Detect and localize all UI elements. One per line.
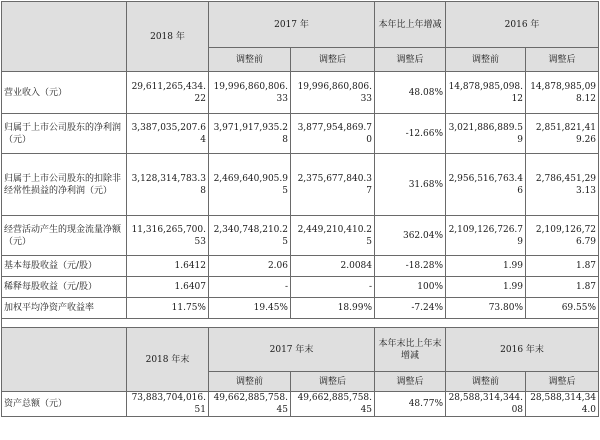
value-change: 362.04%	[375, 216, 446, 256]
header-2017: 2017 年	[209, 2, 375, 48]
spacer-row	[2, 319, 599, 328]
value-2016-after: 1.87	[526, 277, 599, 298]
value-2016-after: 28,588,314,344.0	[526, 392, 599, 417]
value-change: -12.66%	[375, 114, 446, 154]
table-row	[2, 72, 599, 114]
value-2017-before: 2.06	[209, 256, 291, 277]
value-2017-after: 2,375,677,840.37	[291, 154, 375, 216]
value-2017-before: 3,971,917,935.28	[209, 114, 291, 154]
row-label: 经营活动产生的现金流量净额（元）	[2, 216, 127, 256]
value-2017-after: 2,449,210,410.25	[291, 216, 375, 256]
table-row	[2, 216, 599, 256]
value-change: -18.28%	[375, 256, 446, 277]
table-row	[2, 114, 599, 154]
value-2018: 1.6407	[127, 277, 209, 298]
value-2016-before: 28,588,314,344.08	[446, 392, 526, 417]
header-2017-end: 2017 年末	[209, 328, 375, 372]
value-2016-before: 3,021,886,889.59	[446, 114, 526, 154]
row-label: 资产总额（元）	[2, 392, 127, 417]
value-2018: 11.75%	[127, 298, 209, 319]
header-2016-end: 2016 年末	[446, 328, 599, 372]
table-row	[2, 277, 599, 298]
table-row	[2, 154, 599, 216]
header-2017-end-after: 调整后	[291, 372, 375, 392]
value-2016-before: 2,109,126,726.79	[446, 216, 526, 256]
value-2016-before: 2,956,516,763.46	[446, 154, 526, 216]
header-2016-end-before: 调整前	[446, 372, 526, 392]
header-2018-end: 2018 年末	[127, 328, 209, 392]
value-change: 48.08%	[375, 72, 446, 114]
value-2016-before: 73.80%	[446, 298, 526, 319]
header-blank-cell	[2, 328, 127, 392]
value-2018: 29,611,265,434.22	[127, 72, 209, 114]
value-2016-after: 69.55%	[526, 298, 599, 319]
value-2016-after: 2,786,451,293.13	[526, 154, 599, 216]
row-label: 稀释每股收益（元/股）	[2, 277, 127, 298]
value-2018: 3,128,314,783.38	[127, 154, 209, 216]
value-2016-after: 1.87	[526, 256, 599, 277]
value-2016-after: 14,878,985,098.12	[526, 72, 599, 114]
header-change-end: 本年末比上年末增减	[375, 328, 446, 372]
header-2017-after: 调整后	[291, 48, 375, 72]
header-2017-before: 调整前	[209, 48, 291, 72]
value-2016-before: 1.99	[446, 256, 526, 277]
row-label: 归属于上市公司股东的扣除非经常性损益的净利润（元）	[2, 154, 127, 216]
value-2017-after: 3,877,954,869.70	[291, 114, 375, 154]
header-2017-end-before: 调整前	[209, 372, 291, 392]
value-2017-before: -	[209, 277, 291, 298]
value-change: 100%	[375, 277, 446, 298]
value-2017-after: 2.0084	[291, 256, 375, 277]
header-row-years	[2, 2, 599, 48]
header-2018: 2018 年	[127, 2, 209, 72]
row-label: 归属于上市公司股东的净利润（元）	[2, 114, 127, 154]
value-2017-before: 2,340,748,210.25	[209, 216, 291, 256]
value-2018: 3,387,035,207.64	[127, 114, 209, 154]
value-2016-after: 2,109,126,726.79	[526, 216, 599, 256]
value-2016-after: 2,851,821,419.26	[526, 114, 599, 154]
value-change: 31.68%	[375, 154, 446, 216]
table-row	[2, 256, 599, 277]
value-2017-after: -	[291, 277, 375, 298]
header-change: 本年比上年增减	[375, 2, 446, 48]
value-2017-before: 19.45%	[209, 298, 291, 319]
value-2018: 1.6412	[127, 256, 209, 277]
value-change: -7.24%	[375, 298, 446, 319]
row-label: 基本每股收益（元/股）	[2, 256, 127, 277]
value-2017-before: 2,469,640,905.95	[209, 154, 291, 216]
header-change-after: 调整后	[375, 48, 446, 72]
header-row-year-ends	[2, 328, 599, 372]
table-row	[2, 298, 599, 319]
header-2016: 2016 年	[446, 2, 599, 48]
header-change-end-after: 调整后	[375, 372, 446, 392]
table-row	[2, 392, 599, 417]
value-2017-after: 19,996,860,806.33	[291, 72, 375, 114]
value-2018: 11,316,265,700.53	[127, 216, 209, 256]
value-2017-before: 49,662,885,758.45	[209, 392, 291, 417]
value-2017-after: 18.99%	[291, 298, 375, 319]
row-label: 营业收入（元）	[2, 72, 127, 114]
header-2016-end-after: 调整后	[526, 372, 599, 392]
value-2016-before: 14,878,985,098.12	[446, 72, 526, 114]
value-2017-before: 19,996,860,806.33	[209, 72, 291, 114]
header-2016-after: 调整后	[526, 48, 599, 72]
row-label: 加权平均净资产收益率	[2, 298, 127, 319]
spacer-cell	[2, 319, 599, 328]
header-blank-cell	[2, 2, 127, 72]
header-2016-before: 调整前	[446, 48, 526, 72]
value-2016-before: 1.99	[446, 277, 526, 298]
value-change: 48.77%	[375, 392, 446, 417]
value-2017-after: 49,662,885,758.45	[291, 392, 375, 417]
financial-summary-table	[1, 1, 599, 417]
value-2018: 73,883,704,016.51	[127, 392, 209, 417]
